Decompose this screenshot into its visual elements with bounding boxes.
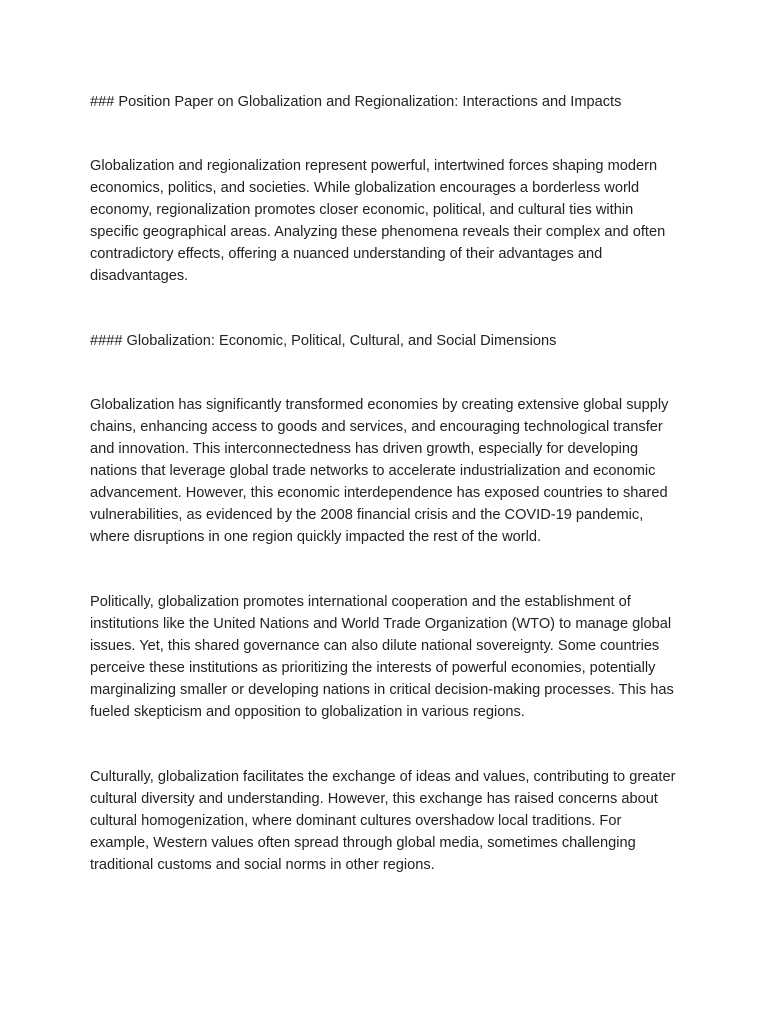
political-paragraph: Politically, globalization promotes international cooperation and the establishment of institutions like the United Nations and World Trade Organization (WTO) to manage global issues. Yet, this shared governance can also dilute national sovereignty. Some countries perceive these institutions as prioritizing the interests of powerful economies, potentially marginalizing smaller or developing nations in critical decision-making processes. This has fueled skepticism and opposition to globalization in various regions. [90, 594, 674, 720]
section-heading: #### Globalization: Economic, Political, Cultural, and Social Dimensions [90, 333, 557, 349]
economic-paragraph: Globalization has significantly transformed economies by creating extensive global supply chains, enhancing access to goods and services, and encouraging technological transfer and innovation. This interconnectedness has driven growth, especially for developing nations that leverage global trade networks to accelerate industrialization and economic advancement. However, this economic interdependence has exposed countries to shared vulnerabilities, as evidenced by the 2008 financial crisis and the COVID-19 pandemic, where disruptions in one region quickly impacted the rest of the world. [90, 397, 669, 545]
intro-paragraph: Globalization and regionalization represent powerful, intertwined forces shaping modern economics, politics, and societies. While globalization encourages a borderless world economy, regionalization promotes closer economic, political, and cultural ties within specific geographical areas. Analyzing these phenomena reveals their complex and often contradictory effects, offering a nuanced understanding of their advantages and disadvantages. [90, 158, 666, 284]
document-title: ### Position Paper on Globalization and Regionalization: Interactions and Impacts [90, 94, 622, 110]
cultural-paragraph: Culturally, globalization facilitates the exchange of ideas and values, contributing to greater cultural diversity and understanding. However, this exchange has raised concerns about cultural homogenization, where dominant cultures overshadow local traditions. For example, Western values often spread through global media, sometimes challenging traditional customs and social norms in other regions. [90, 769, 676, 873]
document-page [90, 91, 682, 919]
